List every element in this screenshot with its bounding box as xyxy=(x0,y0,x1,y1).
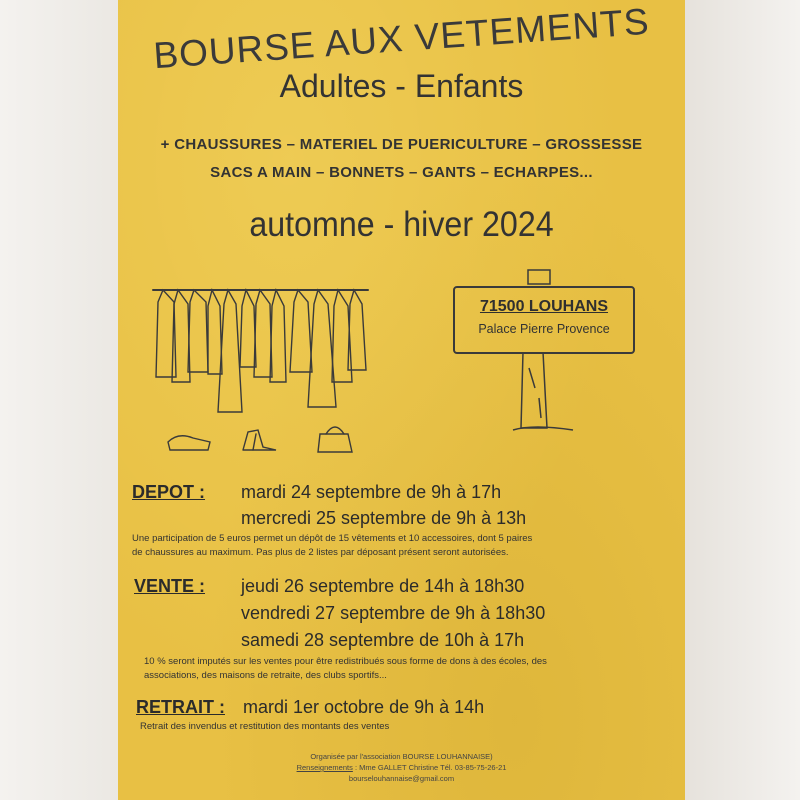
vente-date-3: samedi 28 septembre de 10h à 17h xyxy=(241,630,525,650)
depot-date-1: mardi 24 septembre de 9h à 17h xyxy=(241,482,502,502)
background-right xyxy=(685,0,800,800)
footer-organizer: Organisée par l'association BOURSE LOUHANNAISE) xyxy=(310,752,493,761)
vente-note-1: 10 % seront imputés sur les ventes pour être redistribués sous forme de dons à des écoles, des xyxy=(144,656,547,667)
clothes-rack-illustration xyxy=(148,282,378,462)
footer-contact-details: : Mme GALLET Christine Tél. 03-85-75-26-21 xyxy=(354,763,507,772)
location-venue: Palace Pierre Provence xyxy=(478,322,610,336)
location-board xyxy=(453,286,635,354)
poster xyxy=(118,0,685,800)
poster-title: BOURSE AUX VETEMENTS xyxy=(152,0,651,77)
footer-contact xyxy=(118,763,685,772)
footer-email: bourselouhannaise@gmail.com xyxy=(348,774,455,783)
retrait-note: Retrait des invendus et restitution des montants des ventes xyxy=(140,721,390,732)
depot-note-2: de chaussures au maximum. Pas plus de 2 listes par déposant présent seront autorisées. xyxy=(132,547,509,558)
season-title: automne - hiver 2024 xyxy=(249,205,554,244)
retrait-label: RETRAIT : xyxy=(136,697,225,717)
location-sign xyxy=(443,268,643,438)
depot-date-2: mercredi 25 septembre de 9h à 13h xyxy=(241,508,527,528)
poster-subtitle: Adultes - Enfants xyxy=(279,68,524,104)
vente-date-1: jeudi 26 septembre de 14h à 18h30 xyxy=(241,576,525,596)
footer-contact-label: Renseignements xyxy=(296,763,353,772)
vente-date-2: vendredi 27 septembre de 9h à 18h30 xyxy=(241,603,546,623)
vente-label: VENTE : xyxy=(134,576,206,596)
location-city: 71500 LOUHANS xyxy=(479,298,609,315)
retrait-date: mardi 1er octobre de 9h à 14h xyxy=(243,697,485,717)
depot-label: DEPOT : xyxy=(132,482,206,502)
background-left xyxy=(0,0,118,800)
items-line-1: + CHAUSSURES – MATERIEL DE PUERICULTURE – GROSSESSE xyxy=(160,136,643,153)
depot-note-1: Une participation de 5 euros permet un dépôt de 15 vêtements et 10 accessoires, dont 5 paires xyxy=(132,533,533,544)
items-line-2: SACS A MAIN – BONNETS – GANTS – ECHARPES... xyxy=(210,164,593,181)
vente-note-2: associations, des maisons de retraite, des clubs sportifs... xyxy=(144,670,387,681)
